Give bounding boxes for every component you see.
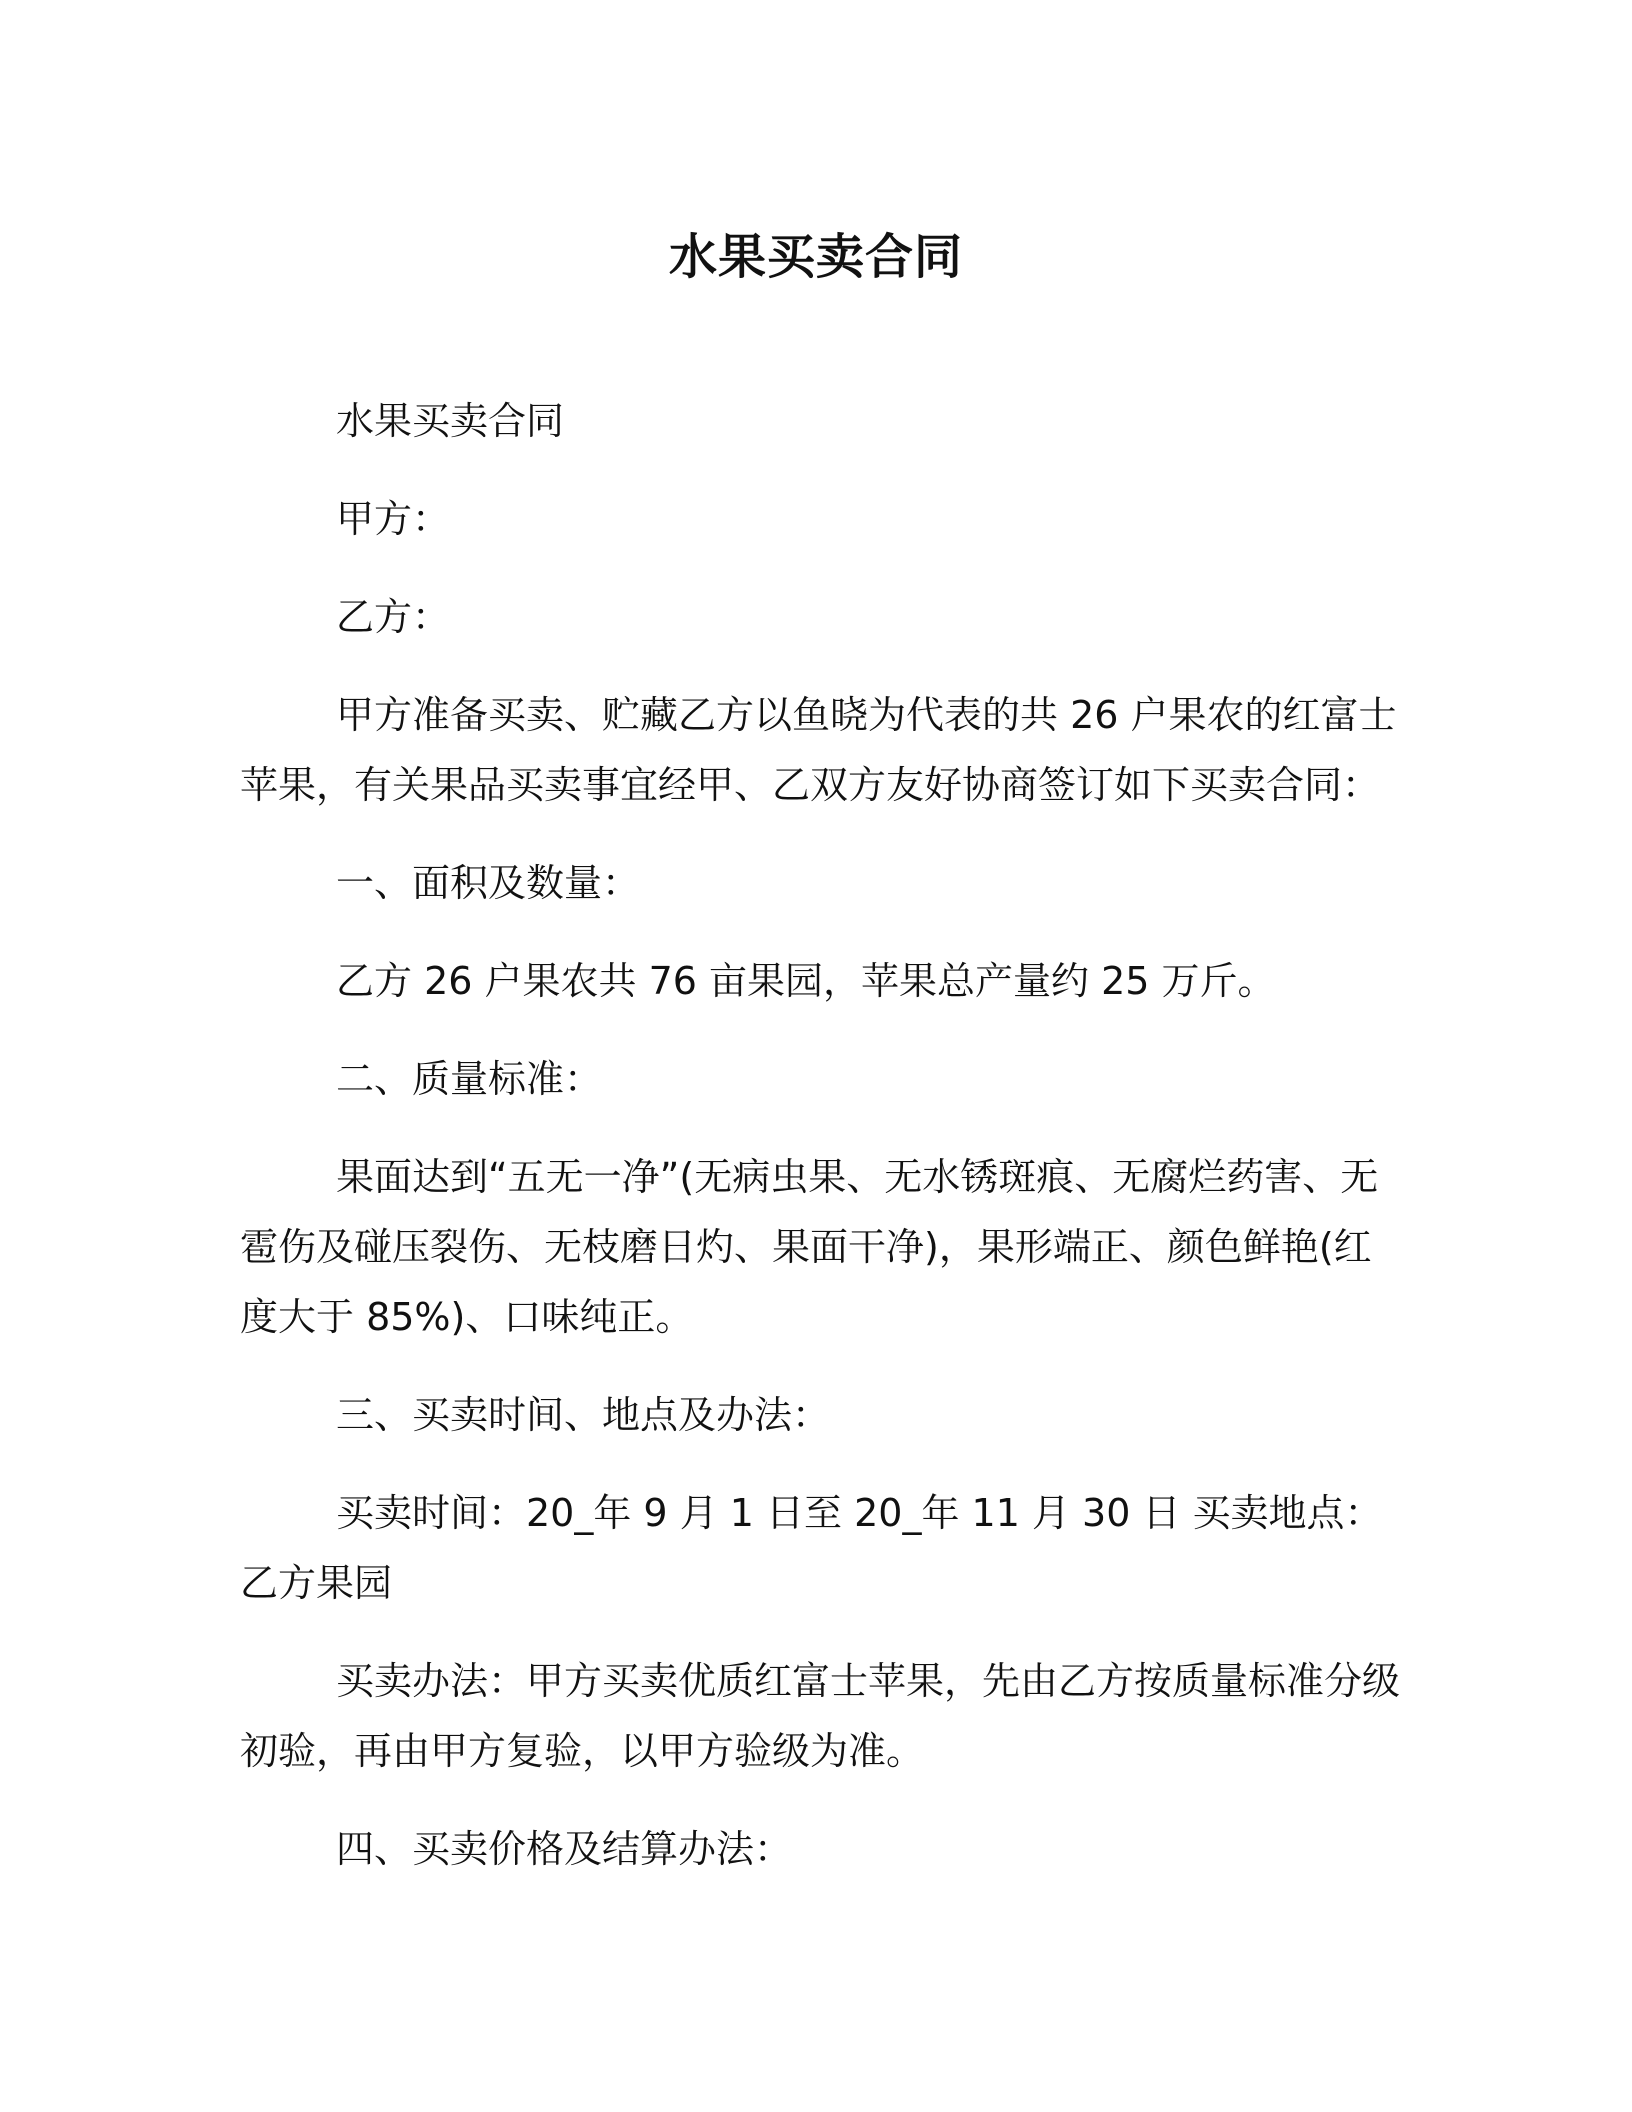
preamble-paragraph: 甲方准备买卖、贮藏乙方以鱼晓为代表的共 26 户果农的红富士苹果，有关果品买卖事宜经甲、乙双方友好协商签订如下买卖合同： — [240, 693, 1397, 807]
party-b-line: 乙方： — [336, 595, 451, 639]
section-4-heading: 四、买卖价格及结算办法： — [336, 1827, 793, 1871]
section-2-text: 果面达到“五无一净”(无病虫果、无水锈斑痕、无腐烂药害、无雹伤及碰压裂伤、无枝磨日灼、果面干净)，果形端正、颜色鲜艳(红度大于 85%)、口味纯正。 — [240, 1155, 1379, 1339]
section-1-text: 乙方 26 户果农共 76 亩果园，苹果总产量约 25 万斤。 — [336, 959, 1276, 1003]
section-3-method: 买卖办法：甲方买卖优质红富士苹果，先由乙方按质量标准分级初验，再由甲方复验，以甲方验级为准。 — [240, 1659, 1401, 1773]
document-body — [240, 386, 1404, 1912]
paragraph-heading: 水果买卖合同 — [336, 399, 565, 443]
section-2-heading: 二、质量标准： — [336, 1057, 603, 1101]
party-a-line: 甲方： — [336, 497, 451, 541]
document-title: 水果买卖合同 — [668, 229, 963, 285]
section-1-heading: 一、面积及数量： — [336, 861, 641, 905]
section-3-time-place: 买卖时间：20_年 9 月 1 日至 20_年 11 月 30 日 买卖地点：乙方果园 — [240, 1491, 1383, 1605]
section-3-heading: 三、买卖时间、地点及办法： — [336, 1393, 831, 1437]
